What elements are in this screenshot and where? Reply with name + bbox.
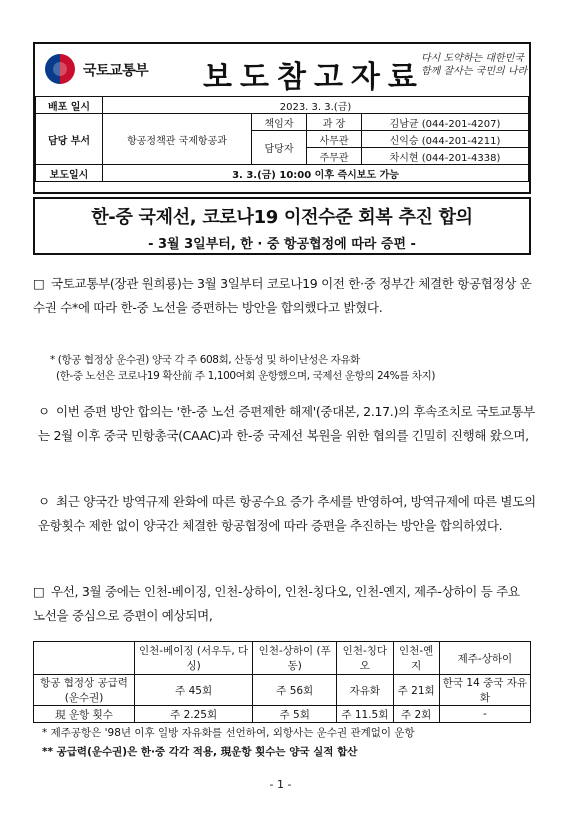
headline: 한-중 국제선, 코로나19 이전수준 회복 추진 합의	[91, 207, 473, 228]
doc-type-title: 보도참고자료	[203, 60, 425, 95]
square-bullet-icon: □	[33, 276, 45, 291]
paragraph-1-text: 국토교통부(장관 원희룡)는 3월 3일부터 코로나19 이전 한·중 정부간 체결한 항공협정상 운수권 수*에 따라 한-중 노선을 증편하는 방안을 합의했다고 밝혔다.	[33, 276, 532, 315]
info-table	[35, 96, 529, 182]
paragraph-3-text: 최근 양국간 방역규제 완화에 따른 항공수요 증가 추세를 반영하여, 방역규제에 따른 별도의 운항횟수 제한 없이 양국간 체결한 항공협정에 따라 증편을 추진하는 방안을 합의하였다.	[38, 494, 536, 533]
paragraph-2	[38, 400, 538, 448]
table-cell: 주 5회	[253, 706, 337, 723]
paragraph-2-text: 이번 증편 방안 합의는 '한-중 노선 증편제한 해제'(중대본, 2.17.)의 후속조치로 국토교통부는 2월 이후 중국 민항총국(CAAC)과 한-중 국제선 복원을 위한 협의를 긴밀히 진행해 왔으며,	[38, 404, 535, 443]
staff2-value: 차시현 (044-201-4338)	[362, 148, 529, 165]
paragraph-3	[38, 490, 538, 538]
note-1: * (항공 협정상 운수권) 양국 각 주 608회, 산동성 및 하이난성은 자유화	[50, 354, 360, 366]
route-table	[33, 641, 531, 723]
table-cell: 자유화	[337, 675, 393, 706]
note-2: (한-중 노선은 코로나19 확산前 주 1,100여회 운항했으며, 국제선 운항의 24%를 차지)	[56, 370, 436, 382]
table-header-cell	[34, 642, 135, 675]
table-header-cell: 인천-칭다오	[337, 642, 393, 675]
owner-role: 과 장	[307, 114, 362, 131]
table-cell: 주 56회	[253, 675, 337, 706]
paragraph-4	[33, 580, 533, 628]
page-number: - 1 -	[269, 778, 292, 791]
table-header-cell: 인천-베이징 (서우두, 다싱)	[135, 642, 253, 675]
table-row	[34, 675, 531, 706]
dept-value: 항공정책관 국제항공과	[103, 114, 252, 165]
footnote-2: ** 공급력(운수권)은 한·중 각각 적용, 現운항 횟수는 양국 실적 합산	[42, 746, 358, 758]
table-cell: 주 45회	[135, 675, 253, 706]
ministry-name: 국토교통부	[83, 63, 149, 79]
table-header-row	[34, 642, 531, 675]
staff1-value: 신익승 (044-201-4211)	[362, 131, 529, 148]
pub-value: 3. 3.(금) 10:00 이후 즉시보도 가능	[103, 165, 529, 182]
paragraph-1	[33, 272, 533, 320]
pub-label: 보도일시	[36, 165, 103, 182]
header-top	[35, 44, 529, 97]
owner-value: 김남균 (044-201-4207)	[362, 114, 529, 131]
table-row	[34, 706, 531, 723]
table-cell: 항공 협정상 공급력(운수권)	[34, 675, 135, 706]
table-cell: 주 2.25회	[135, 706, 253, 723]
paragraph-4-text: 우선, 3월 중에는 인천-베이징, 인천-상하이, 인천-칭다오, 인천-옌지, 제주-상하이 등 주요 노선을 중심으로 증편이 예상되며,	[33, 584, 520, 623]
staff-label: 담당자	[252, 131, 307, 165]
staff1-role: 사무관	[307, 131, 362, 148]
footnote-1: * 제주공항은 '98년 이후 일방 자유화를 선언하여, 외항사는 운수권 관계없이 운항	[42, 727, 415, 739]
table-cell: 한국 14 중국 자유화	[439, 675, 530, 706]
table-cell: 주 21회	[393, 675, 439, 706]
release-value: 2023. 3. 3.(금)	[103, 97, 529, 114]
title-band	[33, 197, 531, 255]
header-box	[33, 42, 531, 194]
square-bullet-icon: □	[33, 584, 45, 599]
subheadline: - 3월 3일부터, 한 · 중 항공협정에 따라 증편 -	[148, 237, 416, 252]
dept-label: 담당 부서	[36, 114, 103, 165]
release-label: 배포 일시	[36, 97, 103, 114]
table-header-cell: 인천-옌지	[393, 642, 439, 675]
circle-bullet-icon: ㅇ	[38, 404, 50, 419]
table-cell: 現 운항 횟수	[34, 706, 135, 723]
staff2-role: 주무관	[307, 148, 362, 165]
table-cell: 주 2회	[393, 706, 439, 723]
table-header-cell: 인천-상하이 (푸동)	[253, 642, 337, 675]
owner-label: 책임자	[252, 114, 307, 131]
table-cell: 주 11.5회	[337, 706, 393, 723]
ministry-logo-icon	[45, 54, 75, 84]
table-cell: -	[439, 706, 530, 723]
slogan: 다시 도약하는 대한민국 함께 잘사는 국민의 나라	[421, 53, 528, 77]
table-header-cell: 제주-상하이	[439, 642, 530, 675]
circle-bullet-icon: ㅇ	[38, 494, 50, 509]
